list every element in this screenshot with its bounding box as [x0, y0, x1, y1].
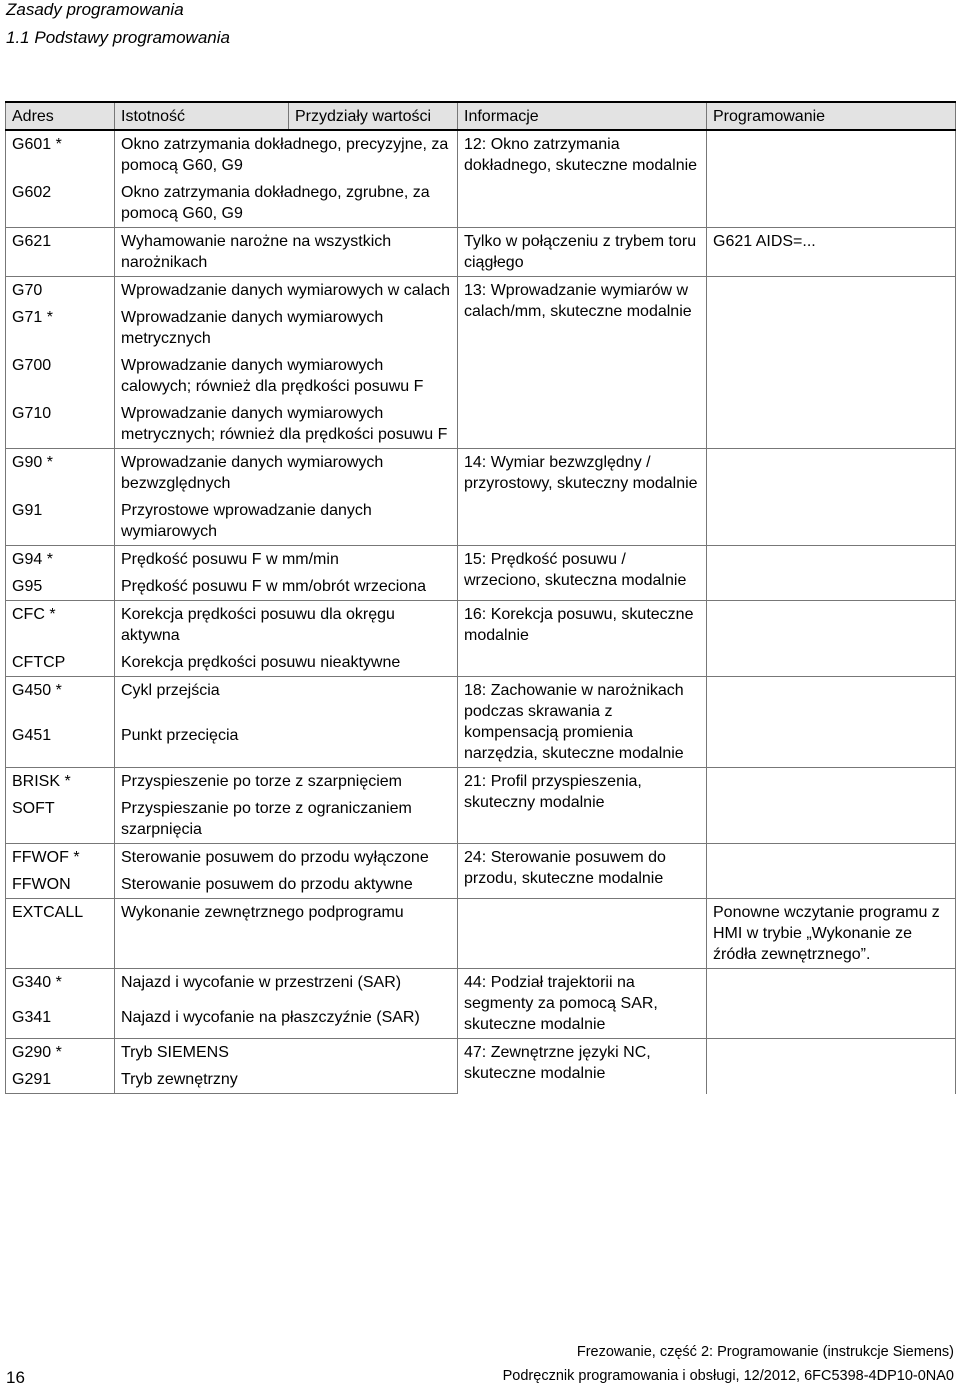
cell-istotnosc: Punkt przecięcia [115, 722, 458, 768]
page-number: 16 [6, 1368, 25, 1387]
cell-programowanie [707, 1039, 956, 1094]
table-row [6, 546, 956, 574]
cell-adres: G700 [6, 352, 115, 400]
cell-adres: FFWOF * [6, 844, 115, 872]
cell-informacje: 21: Profil przyspieszenia, skuteczny modalnie [458, 768, 707, 844]
table-row [6, 277, 956, 305]
cell-adres: BRISK * [6, 768, 115, 796]
cell-istotnosc: Okno zatrzymania dokładnego, zgrubne, za pomocą G60, G9 [115, 179, 458, 228]
cell-istotnosc: Tryb zewnętrzny [115, 1066, 458, 1094]
footer-manual-info: Podręcznik programowania i obsługi, 12/2012, 6FC5398-4DP10-0NA0 [502, 1368, 954, 1384]
cell-programowanie [707, 768, 956, 844]
table-row [6, 899, 956, 969]
cell-istotnosc: Przyspieszanie po torze z ograniczaniem szarpnięcia [115, 795, 458, 844]
cell-informacje: 15: Prędkość posuwu / wrzeciono, skuteczna modalnie [458, 546, 707, 601]
cell-istotnosc: Wykonanie zewnętrznego podprogramu [115, 899, 458, 969]
cell-programowanie [707, 601, 956, 677]
cell-istotnosc: Sterowanie posuwem do przodu wyłączone [115, 844, 458, 872]
column-header-informacje: Informacje [458, 102, 707, 130]
section-title: 1.1 Podstawy programowania [6, 28, 230, 47]
footer-book-title: Frezowanie, część 2: Programowanie (instrukcje Siemens) [576, 1344, 954, 1360]
cell-informacje: 24: Sterowanie posuwem do przodu, skuteczne modalnie [458, 844, 707, 899]
cell-istotnosc: Najazd i wycofanie w przestrzeni (SAR) [115, 969, 458, 1004]
cell-programowanie [707, 449, 956, 546]
cell-istotnosc: Wprowadzanie danych wymiarowych metrycznych [115, 304, 458, 352]
cell-istotnosc: Prędkość posuwu F w mm/obrót wrzeciona [115, 573, 458, 601]
chapter-title: Zasady programowania [6, 0, 184, 19]
cell-istotnosc: Korekcja prędkości posuwu dla okręgu aktywna [115, 601, 458, 650]
cell-adres: EXTCALL [6, 899, 115, 969]
cell-programowanie: Ponowne wczytanie programu z HMI w trybie „Wykonanie ze źródła zewnętrznego”. [707, 899, 956, 969]
cell-informacje: 47: Zewnętrzne języki NC, skuteczne modalnie [458, 1039, 707, 1094]
cell-informacje: 12: Okno zatrzymania dokładnego, skuteczne modalnie [458, 130, 707, 228]
cell-adres: SOFT [6, 795, 115, 844]
cell-istotnosc: Wprowadzanie danych wymiarowych w calach [115, 277, 458, 305]
cell-informacje: 14: Wymiar bezwzględny / przyrostowy, skuteczny modalnie [458, 449, 707, 546]
cell-adres: G602 [6, 179, 115, 228]
table-row [6, 969, 956, 1004]
cell-adres: FFWON [6, 871, 115, 899]
cell-programowanie [707, 677, 956, 768]
cell-istotnosc: Korekcja prędkości posuwu nieaktywne [115, 649, 458, 677]
cell-adres: G70 [6, 277, 115, 305]
cell-programowanie: G621 AIDS=... [707, 228, 956, 277]
cell-istotnosc: Okno zatrzymania dokładnego, precyzyjne, za pomocą G60, G9 [115, 130, 458, 179]
table-body [6, 130, 956, 1094]
cell-adres: G290 * [6, 1039, 115, 1067]
table-row [6, 677, 956, 723]
cell-informacje: 18: Zachowanie w narożnikach podczas skrawania z kompensacją promienia narzędzia, skuteczne modalnie [458, 677, 707, 768]
cell-adres: G341 [6, 1004, 115, 1039]
cell-adres: G91 [6, 497, 115, 546]
cell-adres: G71 * [6, 304, 115, 352]
gcode-reference-table [5, 101, 956, 1094]
cell-adres: G340 * [6, 969, 115, 1004]
table-row [6, 601, 956, 650]
cell-istotnosc: Tryb SIEMENS [115, 1039, 458, 1067]
cell-informacje: Tylko w połączeniu z trybem toru ciągłego [458, 228, 707, 277]
cell-istotnosc: Sterowanie posuwem do przodu aktywne [115, 871, 458, 899]
table-row [6, 130, 956, 179]
table-row [6, 1039, 956, 1067]
cell-adres: G710 [6, 400, 115, 449]
cell-adres: G90 * [6, 449, 115, 498]
table-row [6, 228, 956, 277]
cell-adres: CFTCP [6, 649, 115, 677]
cell-informacje: 44: Podział trajektorii na segmenty za pomocą SAR, skuteczne modalnie [458, 969, 707, 1039]
cell-adres: G601 * [6, 130, 115, 179]
cell-adres: G95 [6, 573, 115, 601]
cell-istotnosc: Wprowadzanie danych wymiarowych metrycznych; również dla prędkości posuwu F [115, 400, 458, 449]
cell-programowanie [707, 546, 956, 601]
cell-adres: G451 [6, 722, 115, 768]
table-row [6, 449, 956, 498]
column-header-programowanie: Programowanie [707, 102, 956, 130]
cell-istotnosc: Cykl przejścia [115, 677, 458, 723]
cell-istotnosc: Przyspieszenie po torze z szarpnięciem [115, 768, 458, 796]
table-row [6, 844, 956, 872]
column-header-istotnosc: Istotność [115, 102, 289, 130]
cell-adres: G94 * [6, 546, 115, 574]
column-header-adres: Adres [6, 102, 115, 130]
cell-istotnosc: Prędkość posuwu F w mm/min [115, 546, 458, 574]
cell-istotnosc: Wprowadzanie danych wymiarowych calowych; również dla prędkości posuwu F [115, 352, 458, 400]
cell-programowanie [707, 844, 956, 899]
cell-informacje: 16: Korekcja posuwu, skuteczne modalnie [458, 601, 707, 677]
table-header-row [6, 102, 956, 130]
cell-adres: CFC * [6, 601, 115, 650]
cell-adres: G621 [6, 228, 115, 277]
cell-istotnosc: Przyrostowe wprowadzanie danych wymiarowych [115, 497, 458, 546]
cell-informacje [458, 899, 707, 969]
cell-informacje: 13: Wprowadzanie wymiarów w calach/mm, skuteczne modalnie [458, 277, 707, 449]
cell-istotnosc: Wprowadzanie danych wymiarowych bezwzględnych [115, 449, 458, 498]
cell-adres: G291 [6, 1066, 115, 1094]
cell-programowanie [707, 130, 956, 228]
column-header-przydzialy: Przydziały wartości [289, 102, 458, 130]
cell-istotnosc: Najazd i wycofanie na płaszczyźnie (SAR) [115, 1004, 458, 1039]
table-row [6, 768, 956, 796]
cell-adres: G450 * [6, 677, 115, 723]
cell-programowanie [707, 277, 956, 449]
cell-programowanie [707, 969, 956, 1039]
cell-istotnosc: Wyhamowanie narożne na wszystkich narożnikach [115, 228, 458, 277]
